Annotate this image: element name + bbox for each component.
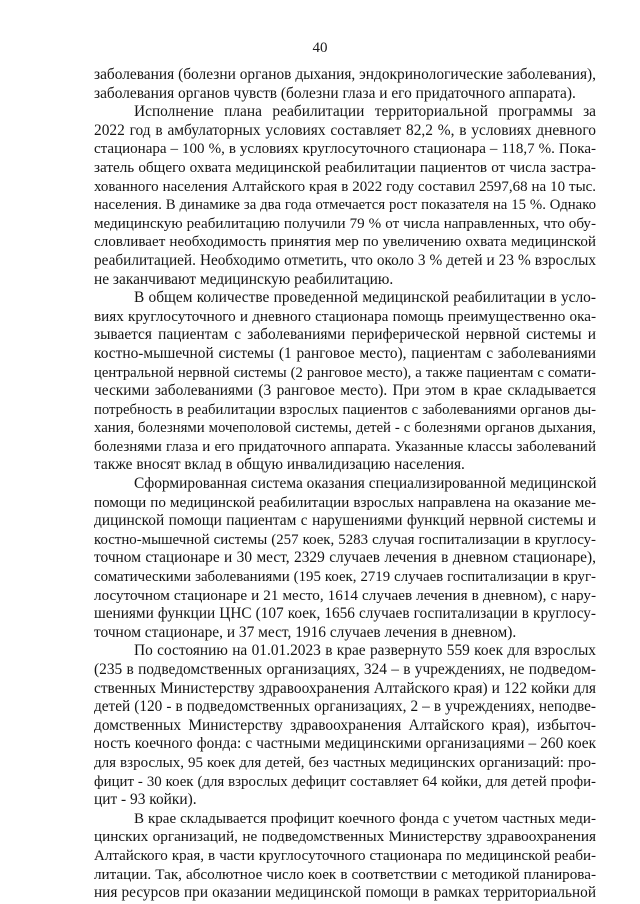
text-line: шениями функции ЦНС (107 коек, 1656 случаев госпитализации в круглосу- xyxy=(94,605,596,623)
text-line: медицинскую реабилитацию получили 79 % от числа направленных, что обу- xyxy=(94,215,596,232)
text-line: точном стационаре, и 37 мест, 1916 случаев лечения в дневном). xyxy=(94,623,517,641)
text-line: 2022 год в амбулаторных условиях составляет 82,2 %, в условиях дневного xyxy=(94,121,596,139)
text-line: не заканчивают медицинскую реабилитацию. xyxy=(94,270,394,288)
text-line: Сформированная система оказания специализированной медицинской xyxy=(134,475,597,493)
text-line: ственных Министерству здравоохранения Алтайского края) и 122 койки для xyxy=(94,679,596,697)
text-line: зывается пациентам с заболеваниями периферической нервной системы и xyxy=(94,326,596,344)
text-line: костно-мышечной системы (257 коек, 5283 случая госпитализации в круглосу- xyxy=(94,531,596,548)
text-line: ность коечного фонда: с частными медицинскими организациями – 260 коек xyxy=(94,735,596,753)
text-line: В крае складывается профицит коечного фонда с учетом частных меди- xyxy=(134,810,596,827)
text-line: точном стационаре и 30 мест, 2329 случаев лечения в дневном стационаре), xyxy=(94,549,596,567)
text-line: По состоянию на 01.01.2023 в крае развернуто 559 коек для взрослых xyxy=(134,642,596,660)
text-line: В общем количестве проведенной медицинской реабилитации в усло- xyxy=(134,289,596,307)
text-line: затель общего охвата медицинской реабилитации пациентов от числа застра- xyxy=(94,158,596,176)
text-line: дицинской помощи пациентам с нарушениями функций нервной системы и xyxy=(94,512,596,530)
text-line: костно-мышечной системы (1 ранговое место), пациентам с заболеваниями xyxy=(94,344,596,362)
text-line: заболевания органов чувств (болезни глаза и его придаточного аппарата). xyxy=(94,84,576,102)
text-line: центральной нервной системы (2 ранговое место), а также пациентам с сомати- xyxy=(94,364,596,381)
text-line: Алтайского края, в части круглосуточного стационара по медицинской реаби- xyxy=(94,847,596,864)
body-text xyxy=(94,66,596,903)
text-line: словливает необходимость принятия мер по увеличению охвата медицинской xyxy=(94,234,596,251)
text-line: для взрослых, 95 коек для детей, без частных медицинских организаций: про- xyxy=(94,754,596,771)
page-number: 40 xyxy=(312,40,328,56)
text-line: (235 в подведомственных организациях, 324 – в учреждениях, не подведом- xyxy=(94,661,596,678)
text-line: Исполнение плана реабилитации территориальной программы за xyxy=(134,103,596,121)
text-line: литации. Так, абсолютное число коек в соответствии с методикой планирова- xyxy=(94,866,596,883)
text-line: населения. В динамике за два года отмечается рост показателя на 15 %. Однако xyxy=(94,197,596,214)
text-line: цит - 93 койки). xyxy=(94,791,197,809)
text-line: хания, болезнями мочеполовой системы, детей - с болезнями органов дыхания, xyxy=(94,420,596,437)
text-line: цинских организаций, не подведомственных Министерству здравоохранения xyxy=(94,828,596,846)
text-line: заболевания (болезни органов дыхания, эндокринологические заболевания), xyxy=(94,66,596,83)
text-line: болезнями глаза и его придаточного аппарата. Указанные классы заболеваний xyxy=(94,438,596,455)
text-line: лосуточном стационаре и 21 место, 1614 случаев лечения в дневном), с нару- xyxy=(94,586,596,604)
text-line: стационара – 100 %, в условиях круглосуточного стационара – 118,7 %. Пока- xyxy=(94,141,596,158)
text-line: ния ресурсов при оказании медицинской помощи в рамках территориальной xyxy=(94,884,596,902)
text-line: потребность в реабилитации взрослых пациентов с заболеваниями органов ды- xyxy=(94,401,596,418)
text-line: помощи по медицинской реабилитации взрослых направлена на оказание ме- xyxy=(94,494,596,511)
text-line: домственных Министерству здравоохранения Алтайского края), избыточ- xyxy=(94,716,596,734)
text-line: также вносят вклад в общую инвалидизацию населения. xyxy=(94,456,465,474)
text-line: ческими заболеваниями (3 ранговое место). При этом в крае складывается xyxy=(94,382,596,400)
text-line: фицит - 30 коек (для взрослых дефицит составляет 64 койки, для детей профи- xyxy=(94,773,596,790)
text-line: реабилитацией. Необходимо отметить, что около 3 % детей и 23 % взрослых xyxy=(94,251,596,269)
text-line: хованного населения Алтайского края в 2022 году составил 2597,68 на 10 тыс. xyxy=(94,178,596,195)
text-line: виях круглосуточного и дневного стационара помощь преимущественно ока- xyxy=(94,307,596,325)
text-line: детей (120 - в подведомственных организациях, 2 – в учреждениях, неподве- xyxy=(94,698,596,716)
text-line: соматическими заболеваниями (195 коек, 2719 случаев госпитализации в круг- xyxy=(94,569,596,586)
